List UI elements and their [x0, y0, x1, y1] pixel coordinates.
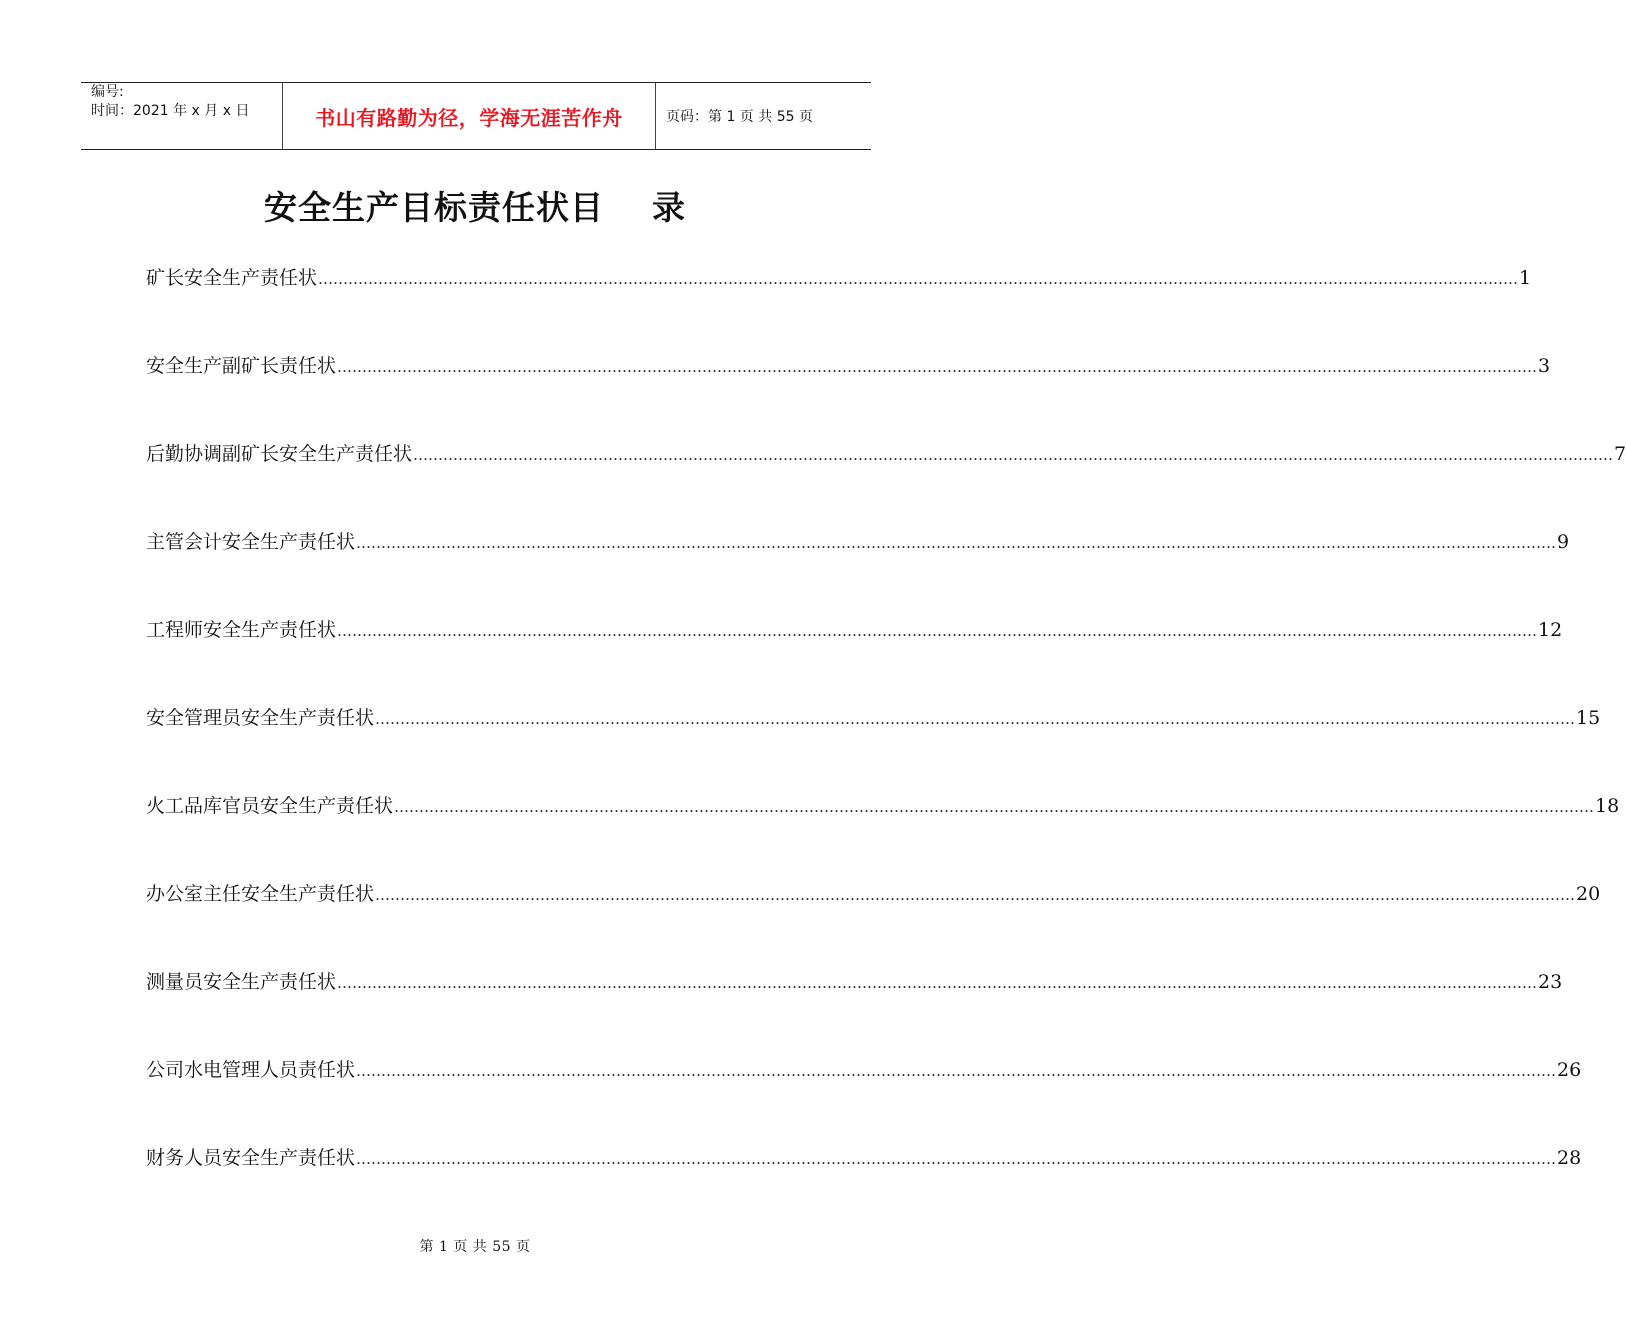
- toc-entry[interactable]: [146, 262, 1532, 294]
- toc-entry-label: 财务人员安全生产责任状: [146, 1147, 356, 1169]
- toc-entry-label: 主管会计安全生产责任状: [146, 531, 356, 553]
- toc-entry-label: 后勤协调副矿长安全生产责任状: [146, 443, 413, 465]
- toc-entry-label: 公司水电管理人员责任状: [146, 1059, 356, 1081]
- toc-entry[interactable]: [146, 966, 1563, 998]
- page-title: [0, 182, 950, 229]
- toc-entry-label: 安全管理员安全生产责任状: [146, 707, 375, 729]
- toc-entry-page: 26: [1557, 1059, 1582, 1081]
- toc-entry-page: 20: [1576, 883, 1601, 905]
- toc-entry-page: 28: [1557, 1147, 1582, 1169]
- toc-leader-dots: ……………………………………………………………………………………………………………………………………………………………………………………………………………………: [356, 534, 1557, 552]
- toc-leader-dots: ……………………………………………………………………………………………………………………………………………………………………………………………………………………: [337, 358, 1538, 376]
- toc-entry-page: 23: [1538, 971, 1563, 993]
- toc-entry[interactable]: [146, 702, 1601, 734]
- toc-entry[interactable]: [146, 878, 1601, 910]
- toc-leader-dots: ……………………………………………………………………………………………………………………………………………………………………………………………………………………: [394, 798, 1595, 816]
- header-page-cell: [656, 83, 871, 149]
- toc-entry-page: 3: [1538, 355, 1551, 377]
- toc-entry-page: 1: [1519, 267, 1532, 289]
- toc-entry[interactable]: [146, 1142, 1582, 1174]
- toc-entry[interactable]: [146, 614, 1563, 646]
- header-motto: 书山有路勤为径，学海无涯苦作舟: [315, 105, 623, 130]
- page-title-main: 安全生产目标责任状目: [264, 188, 604, 227]
- toc-entry-page: 7: [1614, 443, 1626, 465]
- toc-leader-dots: ……………………………………………………………………………………………………………………………………………………………………………………………………………………: [356, 1150, 1557, 1168]
- toc-entry-page: 18: [1595, 795, 1620, 817]
- header-meta-cell: [81, 83, 282, 149]
- toc-entry-label: 矿长安全生产责任状: [146, 267, 318, 289]
- toc-entry-page: 12: [1538, 619, 1563, 641]
- toc-leader-dots: ……………………………………………………………………………………………………………………………………………………………………………………………………………………: [375, 710, 1576, 728]
- toc-entry-page: 9: [1557, 531, 1570, 553]
- toc-leader-dots: ……………………………………………………………………………………………………………………………………………………………………………………………………………………: [413, 446, 1614, 464]
- header-page-label: 页码：第 1 页 共 55 页: [666, 109, 813, 125]
- toc-entry-label: 办公室主任安全生产责任状: [146, 883, 375, 905]
- toc-entry-label: 工程师安全生产责任状: [146, 619, 337, 641]
- page-title-tail: 录: [652, 188, 686, 227]
- document-number-label: 编号:: [91, 84, 124, 100]
- toc-entry-label: 测量员安全生产责任状: [146, 971, 337, 993]
- toc-entry[interactable]: [146, 1054, 1582, 1086]
- toc-entry-page: 15: [1576, 707, 1601, 729]
- toc-entry[interactable]: [146, 438, 1626, 470]
- toc-leader-dots: ……………………………………………………………………………………………………………………………………………………………………………………………………………………: [356, 1062, 1557, 1080]
- toc-leader-dots: ……………………………………………………………………………………………………………………………………………………………………………………………………………………: [337, 974, 1538, 992]
- header-motto-cell: [282, 83, 656, 149]
- toc-entry[interactable]: [146, 790, 1620, 822]
- toc-leader-dots: ……………………………………………………………………………………………………………………………………………………………………………………………………………………: [318, 270, 1519, 288]
- toc-leader-dots: ……………………………………………………………………………………………………………………………………………………………………………………………………………………: [337, 622, 1538, 640]
- document-header: [81, 82, 871, 150]
- page-footer: 第 1 页 共 55 页: [419, 1239, 531, 1255]
- toc-entry[interactable]: [146, 526, 1570, 558]
- toc-leader-dots: ……………………………………………………………………………………………………………………………………………………………………………………………………………………: [375, 886, 1576, 904]
- toc-entry-label: 安全生产副矿长责任状: [146, 355, 337, 377]
- document-time-label: 时间：2021 年 x 月 x 日: [91, 103, 250, 119]
- toc-entry[interactable]: [146, 350, 1551, 382]
- toc-entry-label: 火工品库官员安全生产责任状: [146, 795, 394, 817]
